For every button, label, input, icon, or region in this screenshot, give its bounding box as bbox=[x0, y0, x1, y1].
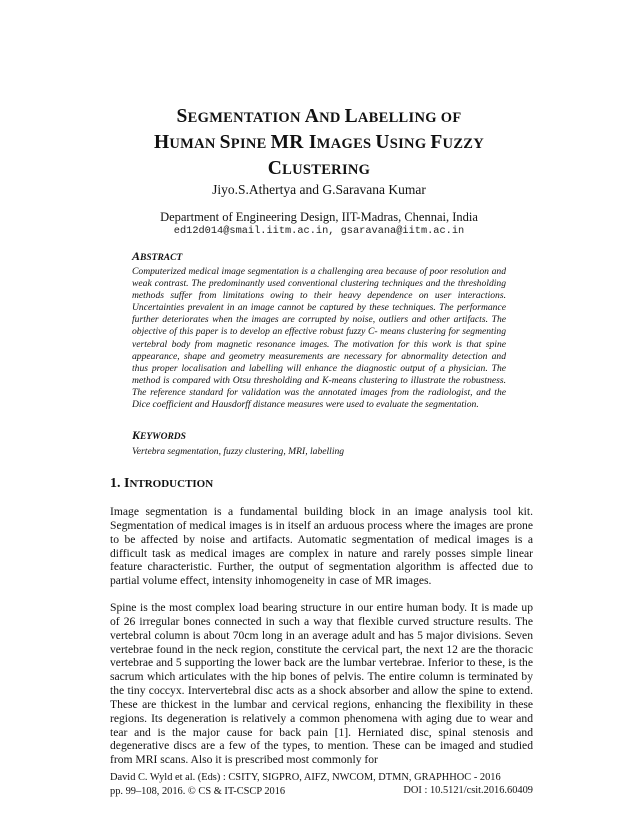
paper-title bbox=[60, 104, 578, 182]
abstract-heading: ABSTRACT bbox=[132, 249, 183, 263]
footer-pages-line: pp. 99–108, 2016. © CS & IT-CSCP 2016 bbox=[110, 785, 286, 797]
footer-editors-line: David C. Wyld et al. (Eds) : CSITY, SIGPRO, AIFZ, NWCOM, DTMN, GRAPHHOC - 2016 bbox=[110, 772, 501, 783]
author-affiliation: Department of Engineering Design, IIT-Madras, Chennai, India bbox=[160, 210, 478, 224]
section-heading-introduction: 1. INTRODUCTION bbox=[110, 476, 214, 491]
author-names: Jiyo.S.Athertya and G.Saravana Kumar bbox=[212, 182, 426, 197]
keywords-heading: KEYWORDS bbox=[132, 428, 186, 442]
title-line-3: CLUSTERING bbox=[267, 158, 371, 179]
title-line-1: SEGMENTATION AND LABELLING OF bbox=[176, 106, 462, 127]
keywords-text: Vertebra segmentation, fuzzy clustering, MRI, labelling bbox=[132, 446, 345, 457]
author-emails: ed12d014@smail.iitm.ac.in, gsaravana@iitm.ac.in bbox=[173, 225, 465, 237]
abstract-text: Computerized medical image segmentation is a challenging area because of poor resolution and weak contrast. The predominantly used conventional clustering techniques and the thresholding methods suffer from limitations owing to their heavy dependence on user interactions. Uncertainties prevalent in an image cannot be captured by these techniques. The performance further deteriorates when the images are corrupted by noise, outliers and other artifacts. The objective of this paper is to develop an effective robust fuzzy C- means clustering for segmenting vertebral body from magnetic resonance images. The motivation for this work is that spine appearance, shape and geometry measurements are necessary for abnormality detection and thus proper localisation and labelling will enhance the diagnostic output of a physician. The method is compared with Otsu thresholding and K-means clustering to illustrate the robustness. The reference standard for validation was the annotated images from the radiologist, and the Dice coefficient and Hausdorff distance measures were used to evaluate the segmentation. bbox=[132, 266, 506, 411]
intro-paragraph-1: Image segmentation is a fundamental building block in an image analysis tool kit. Segmentation of medical images is in itself an arduous process where the images are prone to be affected by noise and artifacts. Automatic segmentation of medical images is a difficult task as medical images are complex in nature and rarely posses simple linear feature characteristic. Further, the output of segmentation algorithm is affected due to partial volume effect, intensity inhomogeneity in case of MR images. bbox=[110, 505, 533, 588]
intro-paragraph-2: Spine is the most complex load bearing structure in our entire human body. It is made up of 26 irregular bones connected in such a way that flexible curved structure results. The vertebral column is about 70cm long in an average adult and has 5 major divisions. Seven vertebrae found in the neck region, constitute the cervical part, the next 12 are the thoracic vertebrae and 5 supporting the lower back are the lumbar vertebrae. Inferior to these, is the sacrum which articulates with the hip bones of pelvis. The entire column is terminated by the tiny coccyx. Intervertebral disc acts as a shock absorber and allow the spine to extend. These are thickest in the lumbar and cervical regions, enhancing the flexibility in these regions. Its degeneration is relatively a common phenomena with aging due to wear and tear and is the major cause for back pain [1]. Herniated disc, spinal stenosis and degenerative discs are a few of the types, to mention. These can be imaged and studied from MRI scans. Also it is prescribed most commonly for bbox=[110, 601, 533, 767]
footer-doi: DOI : 10.5121/csit.2016.60409 bbox=[403, 784, 533, 796]
title-line-2: HUMAN SPINE MR IMAGES USING FUZZY bbox=[153, 132, 485, 153]
